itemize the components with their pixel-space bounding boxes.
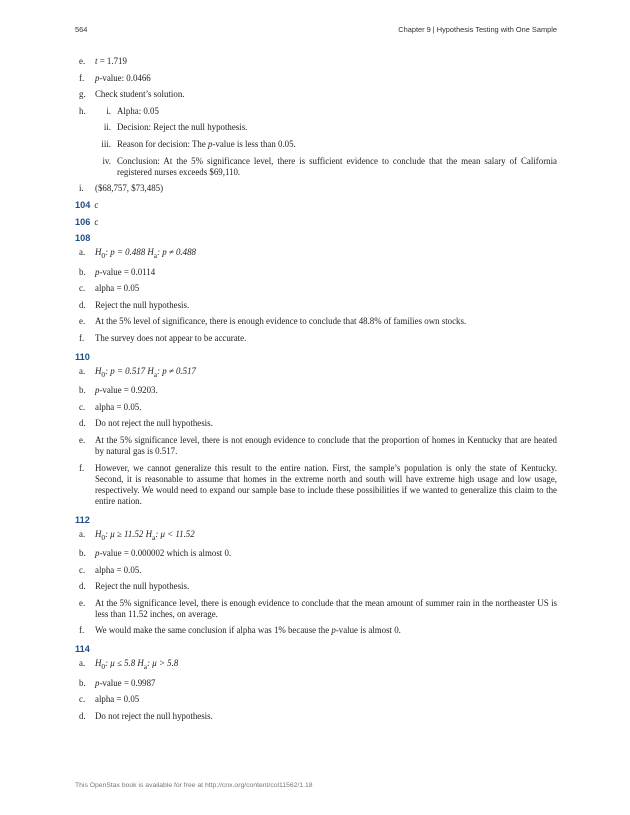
item-label: c.	[79, 283, 86, 294]
hypothesis-symbol: H	[147, 365, 154, 376]
item-text: -value = 0.9203.	[99, 385, 158, 396]
item-label: f.	[79, 72, 85, 83]
item-text: : μ < 11.52	[155, 528, 195, 539]
chapter-title: Chapter 9 | Hypothesis Testing with One Sample	[398, 25, 557, 34]
page-header	[75, 25, 557, 37]
item-label: b.	[79, 548, 86, 559]
hypothesis-symbol: H	[95, 658, 102, 669]
item-label: f.	[79, 462, 85, 473]
answer-text: c	[94, 200, 99, 211]
item-label: e.	[79, 56, 86, 66]
item-label: c.	[79, 564, 86, 575]
item-text: We would make the same conclusion if alpha was 1% because the	[95, 625, 332, 636]
item-text: alpha = 0.05.	[95, 401, 142, 412]
page-number: 564	[75, 25, 88, 34]
item-text: Do not reject the null hypothesis.	[95, 418, 213, 429]
item-text: = 1.719	[97, 56, 127, 66]
answer-item	[75, 658, 557, 672]
item-label: g.	[79, 89, 86, 100]
answer-item	[75, 418, 557, 429]
exercise-number: 112	[75, 514, 90, 525]
sub-text: -value is less than 0.05.	[212, 138, 296, 149]
answer-item	[75, 548, 557, 559]
item-text: alpha = 0.05	[95, 694, 140, 705]
sub-label: i.	[106, 105, 111, 116]
sub-item	[75, 122, 557, 133]
item-label: b.	[79, 677, 86, 688]
variable: p	[95, 548, 100, 559]
item-label: a.	[79, 528, 86, 539]
item-label: i.	[79, 183, 84, 194]
item-label: f.	[79, 332, 85, 343]
variable: p	[95, 385, 100, 396]
item-label: e.	[79, 316, 86, 327]
item-label: d.	[79, 710, 86, 721]
answer-item	[75, 463, 557, 507]
answer-item	[75, 529, 557, 543]
answer-item	[75, 267, 557, 278]
exercise-number: 114	[75, 644, 90, 655]
sub-text: Reason for decision: The	[117, 138, 209, 149]
subscript: 0	[101, 532, 106, 542]
item-label: h.	[79, 105, 86, 116]
subscript: 0	[101, 662, 106, 672]
item-text: The survey does not appear to be accurate.	[95, 332, 247, 343]
answer-item	[75, 366, 557, 380]
item-label: b.	[79, 385, 86, 396]
sub-label: iv.	[102, 155, 111, 166]
answer-item	[75, 56, 557, 67]
answer-item	[75, 565, 557, 576]
variable: p	[95, 677, 100, 688]
item-label: e.	[79, 597, 86, 608]
item-text: Reject the null hypothesis.	[95, 581, 190, 592]
subscript: a	[143, 662, 148, 672]
item-text: ($68,757, $73,485)	[95, 183, 164, 194]
answer-item	[75, 598, 557, 620]
item-label: a.	[79, 365, 86, 376]
item-text: Do not reject the null hypothesis.	[95, 710, 213, 721]
variable: p	[208, 138, 213, 149]
item-label: f.	[79, 625, 85, 636]
answer-item	[75, 385, 557, 396]
page-footer: This OpenStax book is available for free at http://cnx.org/content/col11562/1.18	[75, 782, 313, 789]
hypothesis-symbol: H	[95, 247, 102, 258]
answer-item	[75, 581, 557, 592]
sub-label: iii.	[101, 138, 111, 149]
sub-label: ii.	[103, 122, 111, 133]
hypothesis-symbol: H	[95, 528, 102, 539]
item-text: -value: 0.0466	[99, 72, 151, 83]
item-label: d.	[79, 299, 86, 310]
item-text: However, we cannot generalize this result to the entire nation. First, the sample’s population is only the state of Kentucky. Second, it is reasonable to assume that homes in the extreme north and south will have extreme high usage and low usage, respectively. We would need to expand our sample base to include these possibilities if we wanted to generalize this claim to the entire nation.	[95, 462, 557, 506]
answer-content	[75, 56, 557, 728]
item-text: Reject the null hypothesis.	[95, 299, 190, 310]
item-label: d.	[79, 581, 86, 592]
sub-item	[75, 106, 557, 117]
variable: p	[95, 72, 100, 83]
item-label: e.	[79, 435, 86, 446]
item-text: : p ≠ 0.488	[157, 247, 196, 258]
exercise-number: 110	[75, 351, 90, 362]
variable: p	[95, 266, 100, 277]
answer-item	[75, 435, 557, 457]
answer-item	[75, 694, 557, 705]
answer-item	[75, 89, 557, 100]
item-text: Check student’s solution.	[95, 89, 185, 100]
sub-text: Conclusion: At the 5% significance level, there is sufficient evidence to conclude that the mean salary of California registered nurses exceeds $69,110.	[117, 155, 557, 177]
item-text: : μ > 5.8	[147, 658, 179, 669]
answer-item	[75, 711, 557, 722]
item-text: : p = 0.488	[105, 247, 148, 258]
item-text: -value = 0.000002 which is almost 0.	[99, 548, 232, 559]
subscript: a	[152, 532, 156, 542]
item-text: : μ ≤ 5.8	[105, 658, 138, 669]
item-text: -value = 0.9987	[99, 677, 156, 688]
answer-text: c	[94, 217, 99, 228]
item-label: c.	[79, 401, 86, 412]
sub-text: Decision: Reject the null hypothesis.	[117, 122, 248, 133]
sub-item	[75, 156, 557, 178]
item-label: a.	[79, 247, 86, 258]
item-label: c.	[79, 694, 86, 705]
answer-104	[75, 200, 557, 211]
item-text: At the 5% significance level, there is enough evidence to conclude that the mean amount of summer rain in the northeaster US is less than 11.52 inches, on average.	[95, 597, 557, 619]
hypothesis-symbol: H	[145, 528, 153, 539]
subscript: a	[153, 369, 158, 379]
item-label: b.	[79, 266, 86, 277]
exercise-number: 108	[75, 233, 91, 244]
answer-item	[75, 678, 557, 689]
answer-item	[75, 625, 557, 636]
answer-item	[75, 333, 557, 344]
item-text: -value is almost 0.	[335, 625, 401, 636]
item-label: d.	[79, 418, 86, 429]
item-text: : p ≠ 0.517	[157, 365, 196, 376]
hypothesis-symbol: H	[147, 247, 154, 258]
exercise-number: 104	[75, 200, 91, 211]
item-text: alpha = 0.05.	[95, 564, 142, 575]
item-text: alpha = 0.05	[95, 283, 140, 294]
variable: p	[331, 625, 336, 636]
item-label: a.	[79, 658, 86, 669]
answer-item	[75, 316, 557, 327]
answer-item	[75, 300, 557, 311]
answer-item	[75, 183, 557, 194]
exercise-number: 106	[75, 217, 91, 228]
item-text: : p = 0.517	[105, 365, 148, 376]
subscript: 0	[101, 369, 106, 379]
sub-text: Alpha: 0.05	[117, 105, 159, 116]
subscript: 0	[101, 250, 106, 260]
answer-item	[75, 283, 557, 294]
item-text: : μ ≥ 11.52	[105, 528, 146, 539]
sub-item	[75, 139, 557, 150]
item-text: At the 5% significance level, there is not enough evidence to conclude that the proportion of homes in Kentucky that are heated by natural gas is 0.517.	[95, 435, 557, 457]
item-text: -value = 0.0114	[99, 266, 156, 277]
subscript: a	[153, 250, 158, 260]
answer-item	[75, 73, 557, 84]
hypothesis-symbol: H	[137, 658, 144, 669]
item-text: At the 5% level of significance, there is enough evidence to conclude that 48.8% of families own stocks.	[95, 316, 467, 327]
answer-item	[75, 247, 557, 261]
hypothesis-symbol: H	[95, 365, 102, 376]
variable: t	[95, 56, 98, 66]
answer-106	[75, 217, 557, 228]
answer-item	[75, 402, 557, 413]
